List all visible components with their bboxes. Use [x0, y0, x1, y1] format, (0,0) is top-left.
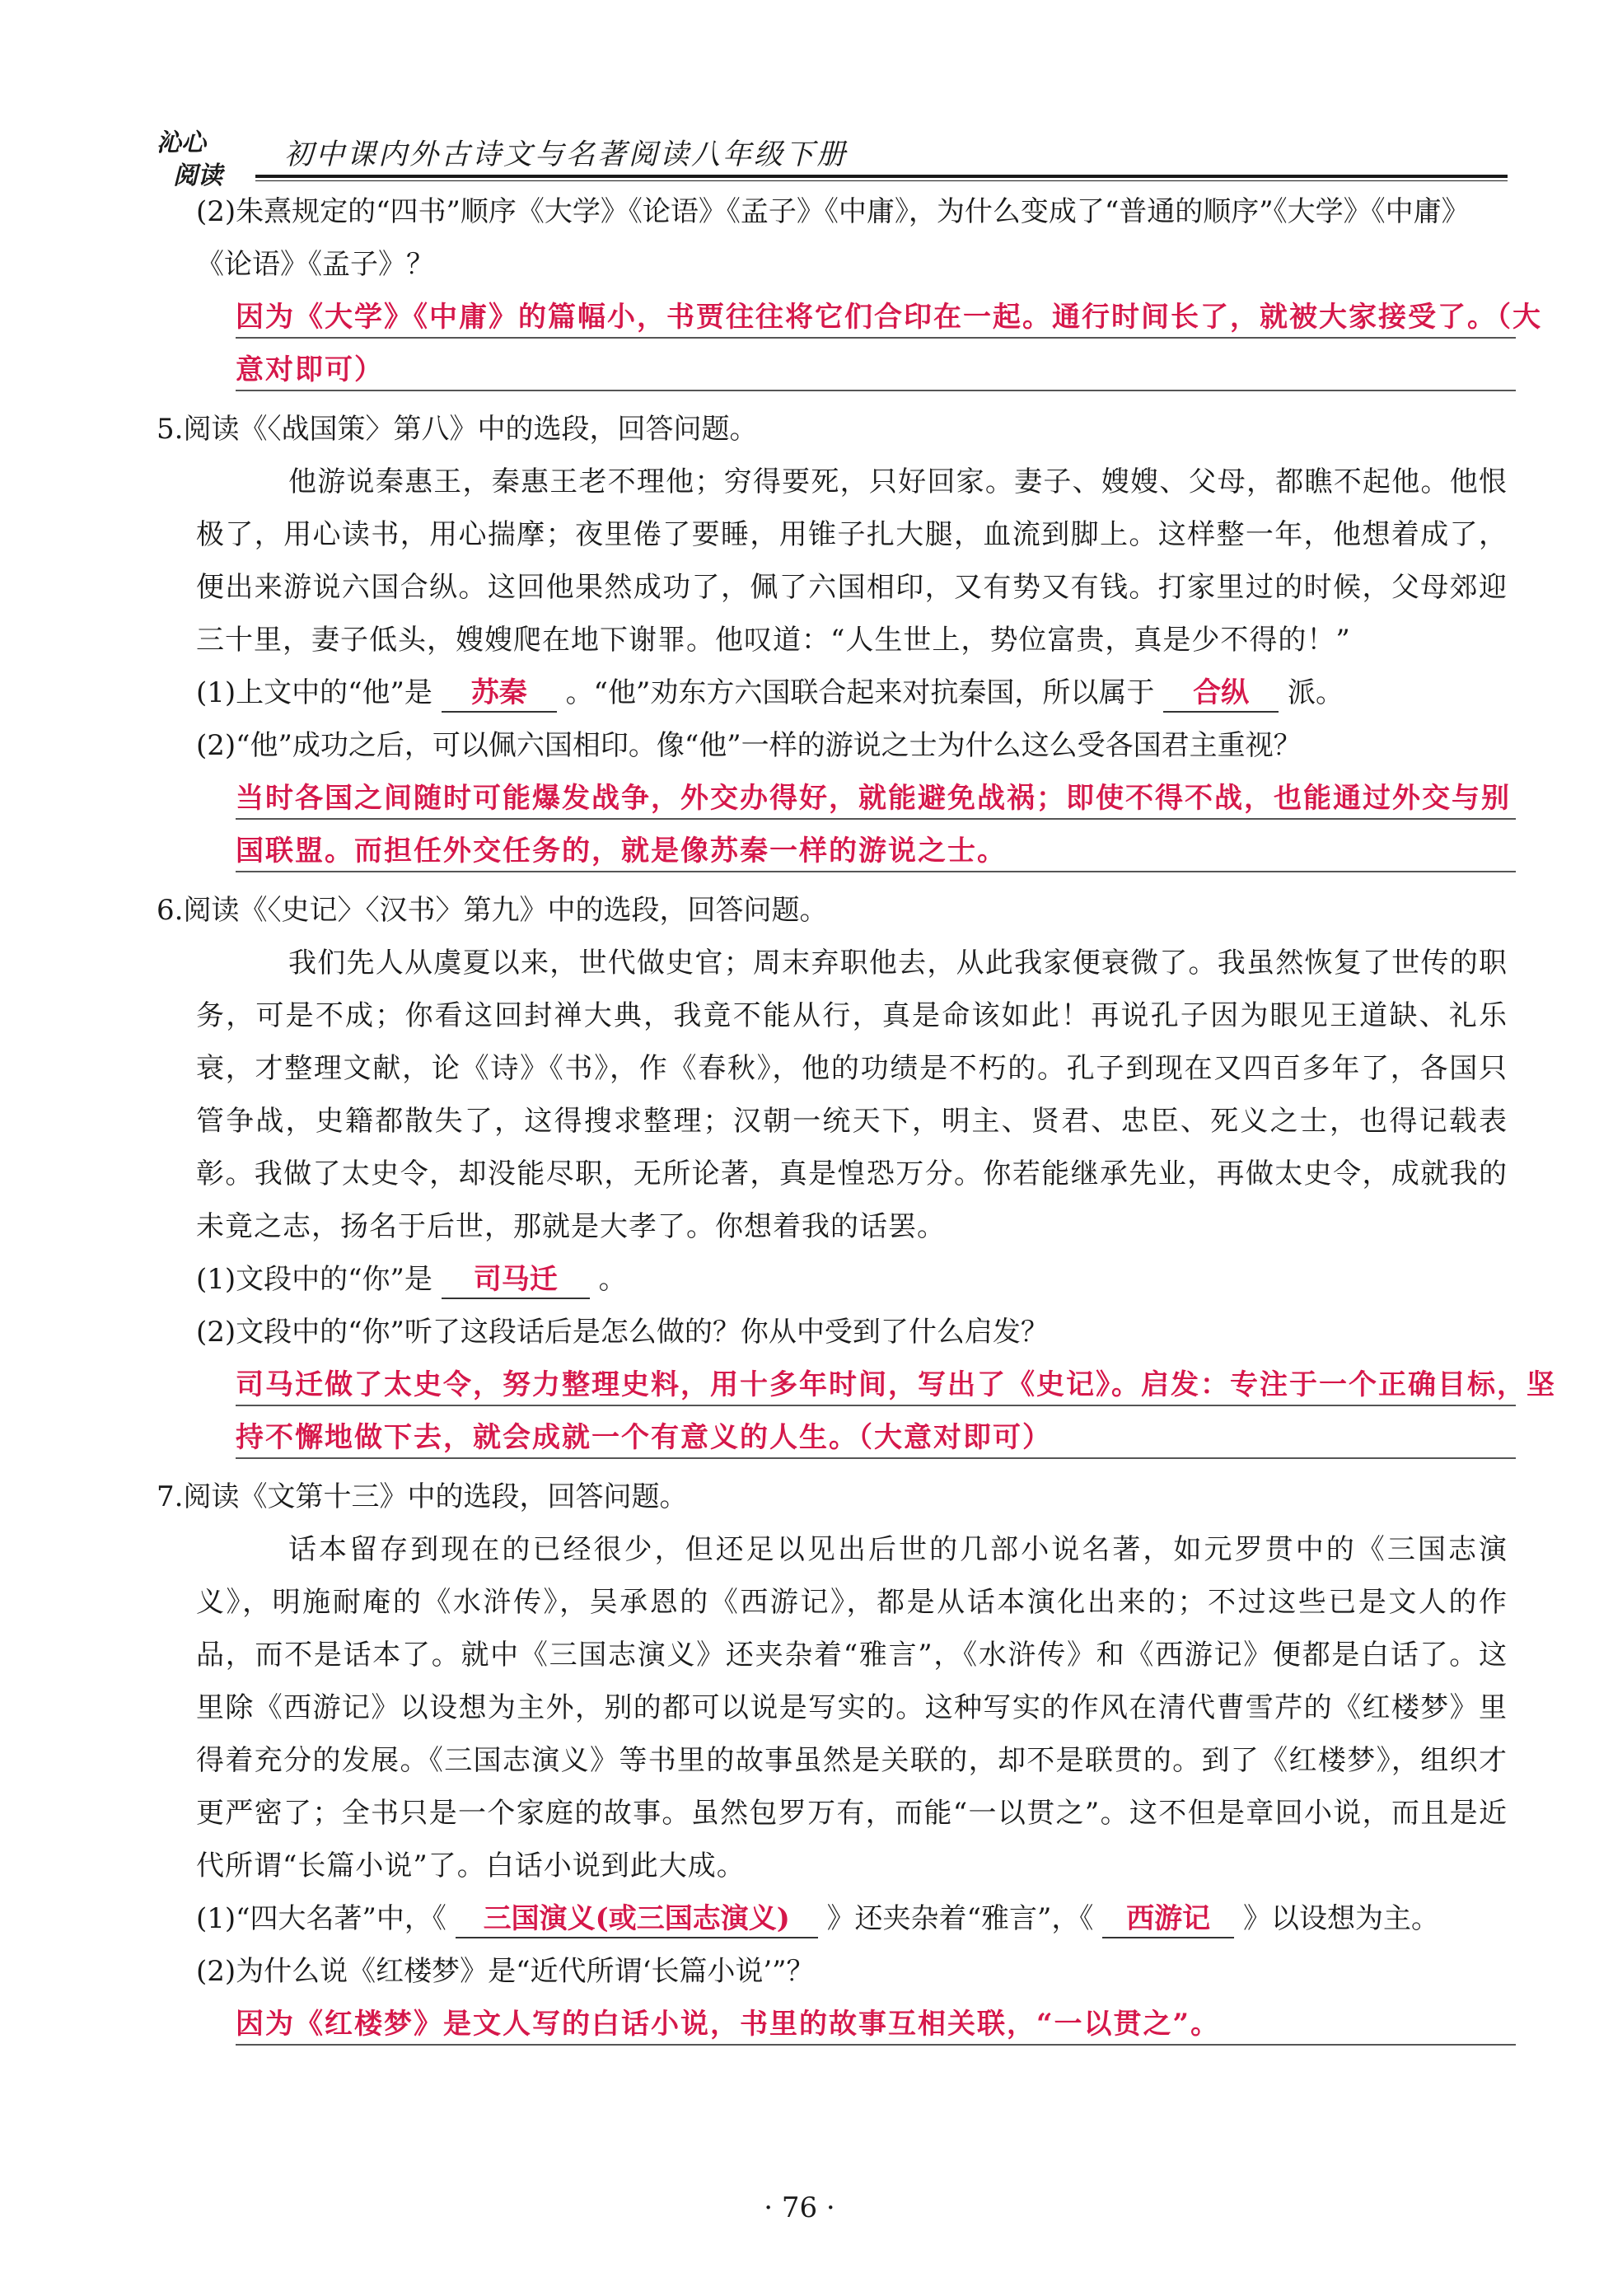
- page-header: [157, 122, 1508, 190]
- q7-answer-line: [157, 1998, 1508, 2051]
- q6-passage: 我们先人从虞夏以来，世代做史官；周末弃职他去，从此我家便衰微了。我虽然恢复了世传的职务，可是不成；你看这回封禅大典，我竟不能从行，真是命该如此！再说孔子因为眼见王道缺、礼乐衰，才整理文献，论《诗》《书》，作《春秋》，他的功绩是不朽的。孔子到现在又四百多年了，各国只管争战，史籍都散失了，这得搜求整理；汉朝一统天下，明主、贤君、忠臣、死义之士，也得记载表彰。我做了太史令，却没能尽职，无所论著，真是惶恐万分。你若能继承先业，再做太史令，成就我的未竟之志，扬名于后世，那就是大孝了。你想着我的话罢。: [196, 947, 1508, 1243]
- logo-text-bottom: 阅读: [173, 161, 222, 190]
- logo-text-top: 沁心: [157, 129, 206, 157]
- q7-sub1-text: 》还夹杂着“雅言”，《: [826, 1902, 1094, 1935]
- header-rule: [255, 175, 1508, 178]
- series-logo: [157, 122, 280, 190]
- q6-sub1-text: 。: [598, 1263, 627, 1296]
- q7-sub2: (2)为什么说《红楼梦》是“近代所谓‘长篇小说’”？: [196, 1955, 815, 1988]
- q5-prompt: 5.阅读《〈战国策〉第八》中的选段，回答问题。: [157, 413, 758, 446]
- q7-passage: 话本留存到现在的已经很少，但还足以见出后世的几部小说名著，如元罗贯中的《三国志演义》，明施耐庵的《水浒传》，吴承恩的《西游记》，都是从话本演化出来的；不过这些已是文人的作品，而不是话本了。就中《三国志演义》还夹杂着“雅言”，《水浒传》和《西游记》便都是白话了。这里除《西游记》以设想为主外，别的都可以说是写实的。这种写实的作风在清代曹雪芹的《红楼梦》里得着充分的发展。《三国志演义》等书里的故事虽然是关联的，却不是联贯的。到了《红楼梦》，组织才更严密了；全书只是一个家庭的故事。虽然包罗万有，而能“一以贯之”。这不但是章回小说，而且是近代所谓“长篇小说”了。白话小说到此大成。: [196, 1533, 1508, 1882]
- q5-sub2: (2)“他”成功之后，可以佩六国相印。像“他”一样的游说之士为什么这么受各国君主重视？: [196, 729, 1302, 762]
- q7-sub1: [157, 1892, 1508, 1945]
- q4-2-question-cont: 《论语》《孟子》？: [196, 248, 434, 281]
- page-content: [157, 185, 1556, 2051]
- answer-text: 司马迁做了太史令，努力整理史料，用十多年时间，写出了《史记》。启发：专注于一个正确目标，坚: [236, 1368, 1556, 1401]
- q7-sub1-text: 》以设想为主。: [1242, 1902, 1439, 1935]
- q5-answer-blank-1: 苏秦: [442, 675, 557, 713]
- page-number: · 76 ·: [764, 2191, 835, 2224]
- q7-answer-blank-2: 西游记: [1102, 1901, 1234, 1938]
- q7-sub1-text: (1)“四大名著”中，《: [196, 1902, 447, 1935]
- q5-answer-blank-2: 合纵: [1163, 675, 1279, 713]
- answer-text: 意对即可）: [236, 353, 384, 386]
- answer-text: 因为《大学》《中庸》的篇幅小，书贾往往将它们合印在一起。通行时间长了，就被大家接受了。（大: [236, 301, 1542, 334]
- q7-prompt: 7.阅读《文第十三》中的选段，回答问题。: [157, 1480, 688, 1513]
- book-title: 初中课内外古诗文与名著阅读八年级下册: [284, 138, 849, 171]
- q5-answer-line: [157, 825, 1508, 877]
- q4-2-question: (2)朱熹规定的“四书”顺序《大学》《论语》《孟子》《中庸》，为什么变成了“普通的顺序”《大学》《中庸》: [196, 195, 1470, 228]
- q6-sub2: (2)文段中的“你”听了这段话后是怎么做的？你从中受到了什么启发？: [196, 1316, 1049, 1349]
- q5-sub1-text: 派。: [1287, 676, 1344, 709]
- q5-answer-line: [157, 772, 1511, 825]
- q6-answer-blank: 司马迁: [442, 1261, 590, 1299]
- q5-sub1-text: 。“他”劝东方六国联合起来对抗秦国，所以属于: [565, 676, 1155, 709]
- q6-answer-line: [157, 1358, 1556, 1411]
- q6-sub1: [157, 1253, 1508, 1306]
- answer-text: 因为《红楼梦》是文人写的白话小说，书里的故事互相关联，“一以贯之”。: [236, 2008, 1221, 2041]
- answer-text: 国联盟。而担任外交任务的，就是像苏秦一样的游说之士。: [236, 835, 1007, 867]
- q5-sub1: [157, 666, 1508, 719]
- q5-passage: 他游说秦惠王，秦惠王老不理他；穷得要死，只好回家。妻子、嫂嫂、父母，都瞧不起他。他恨极了，用心读书，用心揣摩；夜里倦了要睡，用锥子扎大腿，血流到脚上。这样整一年，他想着成了，便出来游说六国合纵。这回他果然成功了，佩了六国相印，又有势又有钱。打家里过的时候，父母郊迎三十里，妻子低头，嫂嫂爬在地下谢罪。他叹道：“人生世上，势位富贵，真是少不得的！”: [196, 465, 1508, 657]
- q5-sub1-text: (1)上文中的“他”是: [196, 676, 432, 709]
- q4-2-answer-line: [157, 291, 1542, 344]
- answer-text: 持不懈地做下去，就会成就一个有意义的人生。（大意对即可）: [236, 1421, 1052, 1454]
- q6-prompt: 6.阅读《〈史记〉〈汉书〉第九》中的选段，回答问题。: [157, 894, 828, 927]
- q6-answer-line: [157, 1411, 1508, 1464]
- answer-text: 当时各国之间随时可能爆发战争，外交办得好，就能避免战祸；即使不得不战，也能通过外交与别: [236, 782, 1511, 815]
- q7-answer-blank-1: 三国演义(或三国志演义): [456, 1901, 818, 1938]
- q6-sub1-text: (1)文段中的“你”是: [196, 1263, 432, 1296]
- header-rule-thin: [255, 180, 1508, 181]
- q4-2-answer-line: [157, 344, 1508, 396]
